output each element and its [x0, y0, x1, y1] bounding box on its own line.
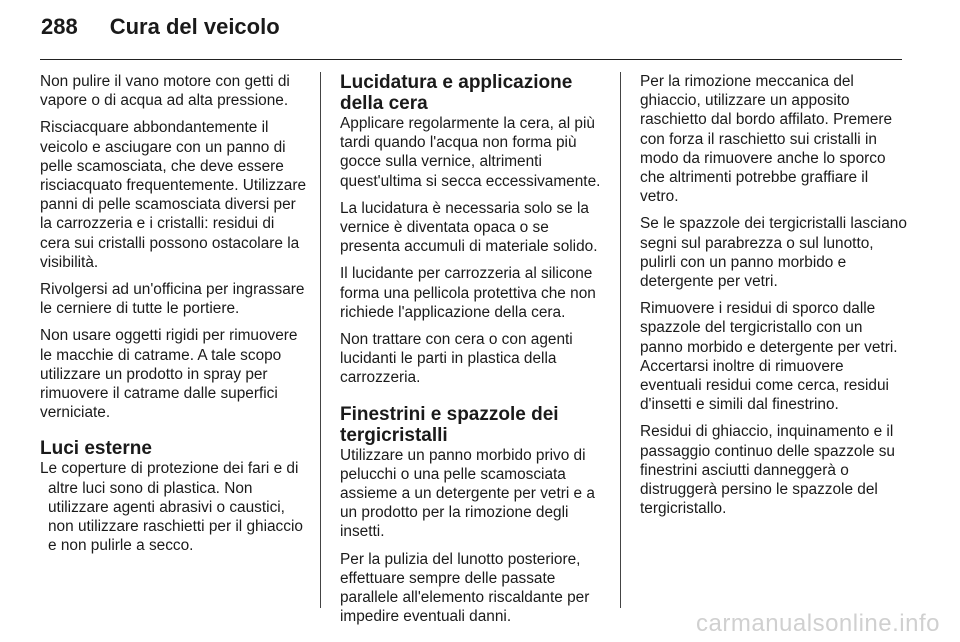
paragraph: Il lucidante per carrozzeria al silicone forma una pellicola protettiva che non richiede l'applicazione della cera.: [340, 265, 596, 321]
column-3: [640, 72, 908, 526]
page-header: [41, 14, 280, 48]
page-title: Cura del veicolo: [109, 14, 280, 39]
paragraph: Residui di ghiaccio, inquinamento e il passaggio continuo delle spazzole su finestrini asciutti danneggerà o distruggerà persino le spazzole del tergicristallo.: [640, 423, 895, 518]
column-1: [40, 72, 308, 563]
page-number: 288: [41, 14, 78, 39]
column-divider: [320, 72, 321, 608]
column-divider: [620, 72, 621, 608]
paragraph: Se le spazzole dei tergicristalli lasciano segni sul parabrezza o sul lunotto, pulirli con un panno morbido e detergente per vetri.: [640, 215, 907, 291]
paragraph: Risciacquare abbondantemente il veicolo e asciugare con un panno di pelle scamosciata, che deve essere risciacquato frequentemente. Utilizzare panni di pelle scamosciata diversi per la carrozzeria e i cristalli: residui di cera sui cristalli possono ostacolare la visibilità.: [40, 119, 307, 271]
paragraph: Utilizzare un panno morbido privo di pelucchi o una pelle scamosciata assieme a un detergente per vetri e a un prodotto per la rimozione degli insetti.: [340, 446, 595, 541]
column-2: [340, 72, 608, 634]
watermark: carmanualsonline.info: [696, 610, 940, 637]
paragraph: Per la rimozione meccanica del ghiaccio, utilizzare un apposito raschietto dal bordo affilato. Premere con forza il raschietto sui cristalli in modo da rimuovere anche lo sporco che altrimenti potrebbe graffiare il vetro.: [640, 73, 893, 206]
paragraph: Rimuovere i residui di sporco dalle spazzole del tergicristallo con un panno morbido e detergente per vetri. Accertarsi inoltre di rimuovere eventuali residui come cerca, residui d'insetti e simili dal finestrino.: [640, 300, 898, 414]
paragraph: Non trattare con cera o con agenti lucidanti le parti in plastica della carrozzeria.: [340, 331, 573, 387]
section-heading-finestrini: Finestrini e spazzole dei tergicristalli: [340, 403, 559, 446]
section-heading-lucidatura: Lucidatura e applicazione della cera: [340, 72, 573, 114]
paragraph: Non pulire il vano motore con getti di vapore o di acqua ad alta pressione.: [40, 73, 290, 110]
header-rule: [40, 59, 902, 60]
paragraph: La lucidatura è necessaria solo se la vernice è diventata opaca o se presenta accumuli di materiale solido.: [340, 199, 598, 256]
paragraph: Le coperture di protezione dei fari e di altre luci sono di plastica. Non utilizzare agenti abrasivi o caustici, non utilizzare raschietti per il ghiaccio e non pulirle a secco.: [40, 460, 303, 555]
section-heading-luci-esterne: Luci esterne: [40, 438, 152, 460]
paragraph: Rivolgersi ad un'officina per ingrassare le cerniere di tutte le portiere.: [40, 281, 305, 318]
paragraph: Per la pulizia del lunotto posteriore, effettuare sempre delle passate parallele all'elemento riscaldante per impedire eventuali danni.: [340, 550, 590, 626]
paragraph: Applicare regolarmente la cera, al più tardi quando l'acqua non forma più gocce sulla vernice, altrimenti quest'ultima si secca eccessivamente.: [340, 115, 601, 190]
paragraph: Non usare oggetti rigidi per rimuovere le macchie di catrame. A tale scopo utilizzare un prodotto in spray per rimuovere il catrame dalle superfici verniciate.: [40, 327, 298, 422]
